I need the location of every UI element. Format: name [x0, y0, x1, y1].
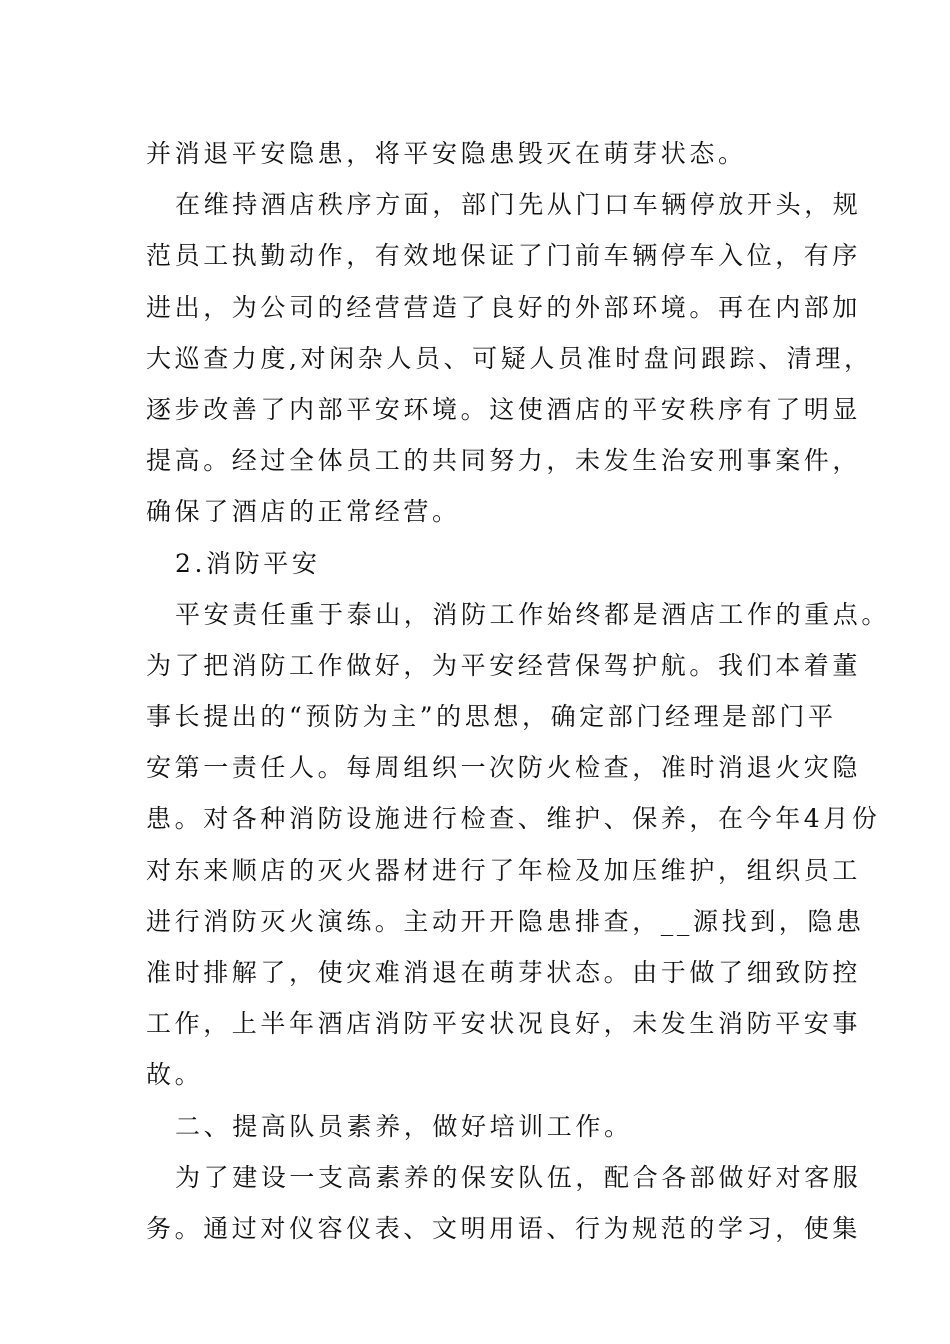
- text-line-13: 安第一责任人。每周组织一次防火检查，准时消退火灾隐: [146, 753, 862, 783]
- text-line-5: 大巡查力度,对闲杂人员、可疑人员准时盘问跟踪、清理，: [146, 343, 873, 373]
- text-line-21: 为了建设一支高素养的保安队伍，配合各部做好对客服: [175, 1162, 862, 1192]
- section-heading-fire-safety: 2.消防平安: [175, 548, 321, 578]
- text-line-15: 对东来顺店的灭火器材进行了年检及加压维护，组织员工: [146, 855, 862, 885]
- text-line-17: 准时排解了，使灾难消退在萌芽状态。由于做了细致防控: [146, 958, 862, 987]
- text-line-19: 故。: [146, 1060, 204, 1090]
- text-line-7: 提高。经过全体员工的共同努力，未发生治安刑事案件，: [146, 446, 862, 476]
- text-line-8: 确保了酒店的正常经营。: [146, 497, 461, 527]
- text-line-11: 为了把消防工作做好，为平安经营保驾护航。我们本着董: [146, 650, 862, 680]
- text-line-3: 范员工执勤动作，有效地保证了门前车辆停车入位，有序: [146, 241, 862, 271]
- text-line-2: 在维持酒店秩序方面，部门先从门口车辆停放开头，规: [175, 190, 862, 220]
- text-line-10: 平安责任重于泰山，消防工作始终都是酒店工作的重点。: [175, 599, 891, 629]
- text-line-14: 患。对各种消防设施进行检查、维护、保养，在今年4月份: [146, 804, 881, 834]
- text-line-18: 工作，上半年酒店消防平安状况良好，未发生消防平安事: [146, 1009, 862, 1039]
- document-body: [146, 128, 891, 1254]
- text-line-6: 逐步改善了内部平安环境。这使酒店的平安秩序有了明显: [146, 394, 862, 424]
- text-line-4: 进出，为公司的经营营造了良好的外部环境。再在内部加: [146, 292, 862, 322]
- text-line-22: 务。通过对仪容仪表、文明用语、行为规范的学习，使集: [146, 1213, 862, 1243]
- text-line-12: 事长提出的“预防为主”的思想，确定部门经理是部门平: [146, 702, 837, 732]
- section-heading-training: 二、提高队员素养，做好培训工作。: [175, 1111, 633, 1141]
- text-line-16: 进行消防灭火演练。主动开开隐患排查，__源找到，隐患: [146, 906, 865, 936]
- text-line-1: 并消退平安隐患，将平安隐患毁灭在萌芽状态。: [146, 139, 747, 168]
